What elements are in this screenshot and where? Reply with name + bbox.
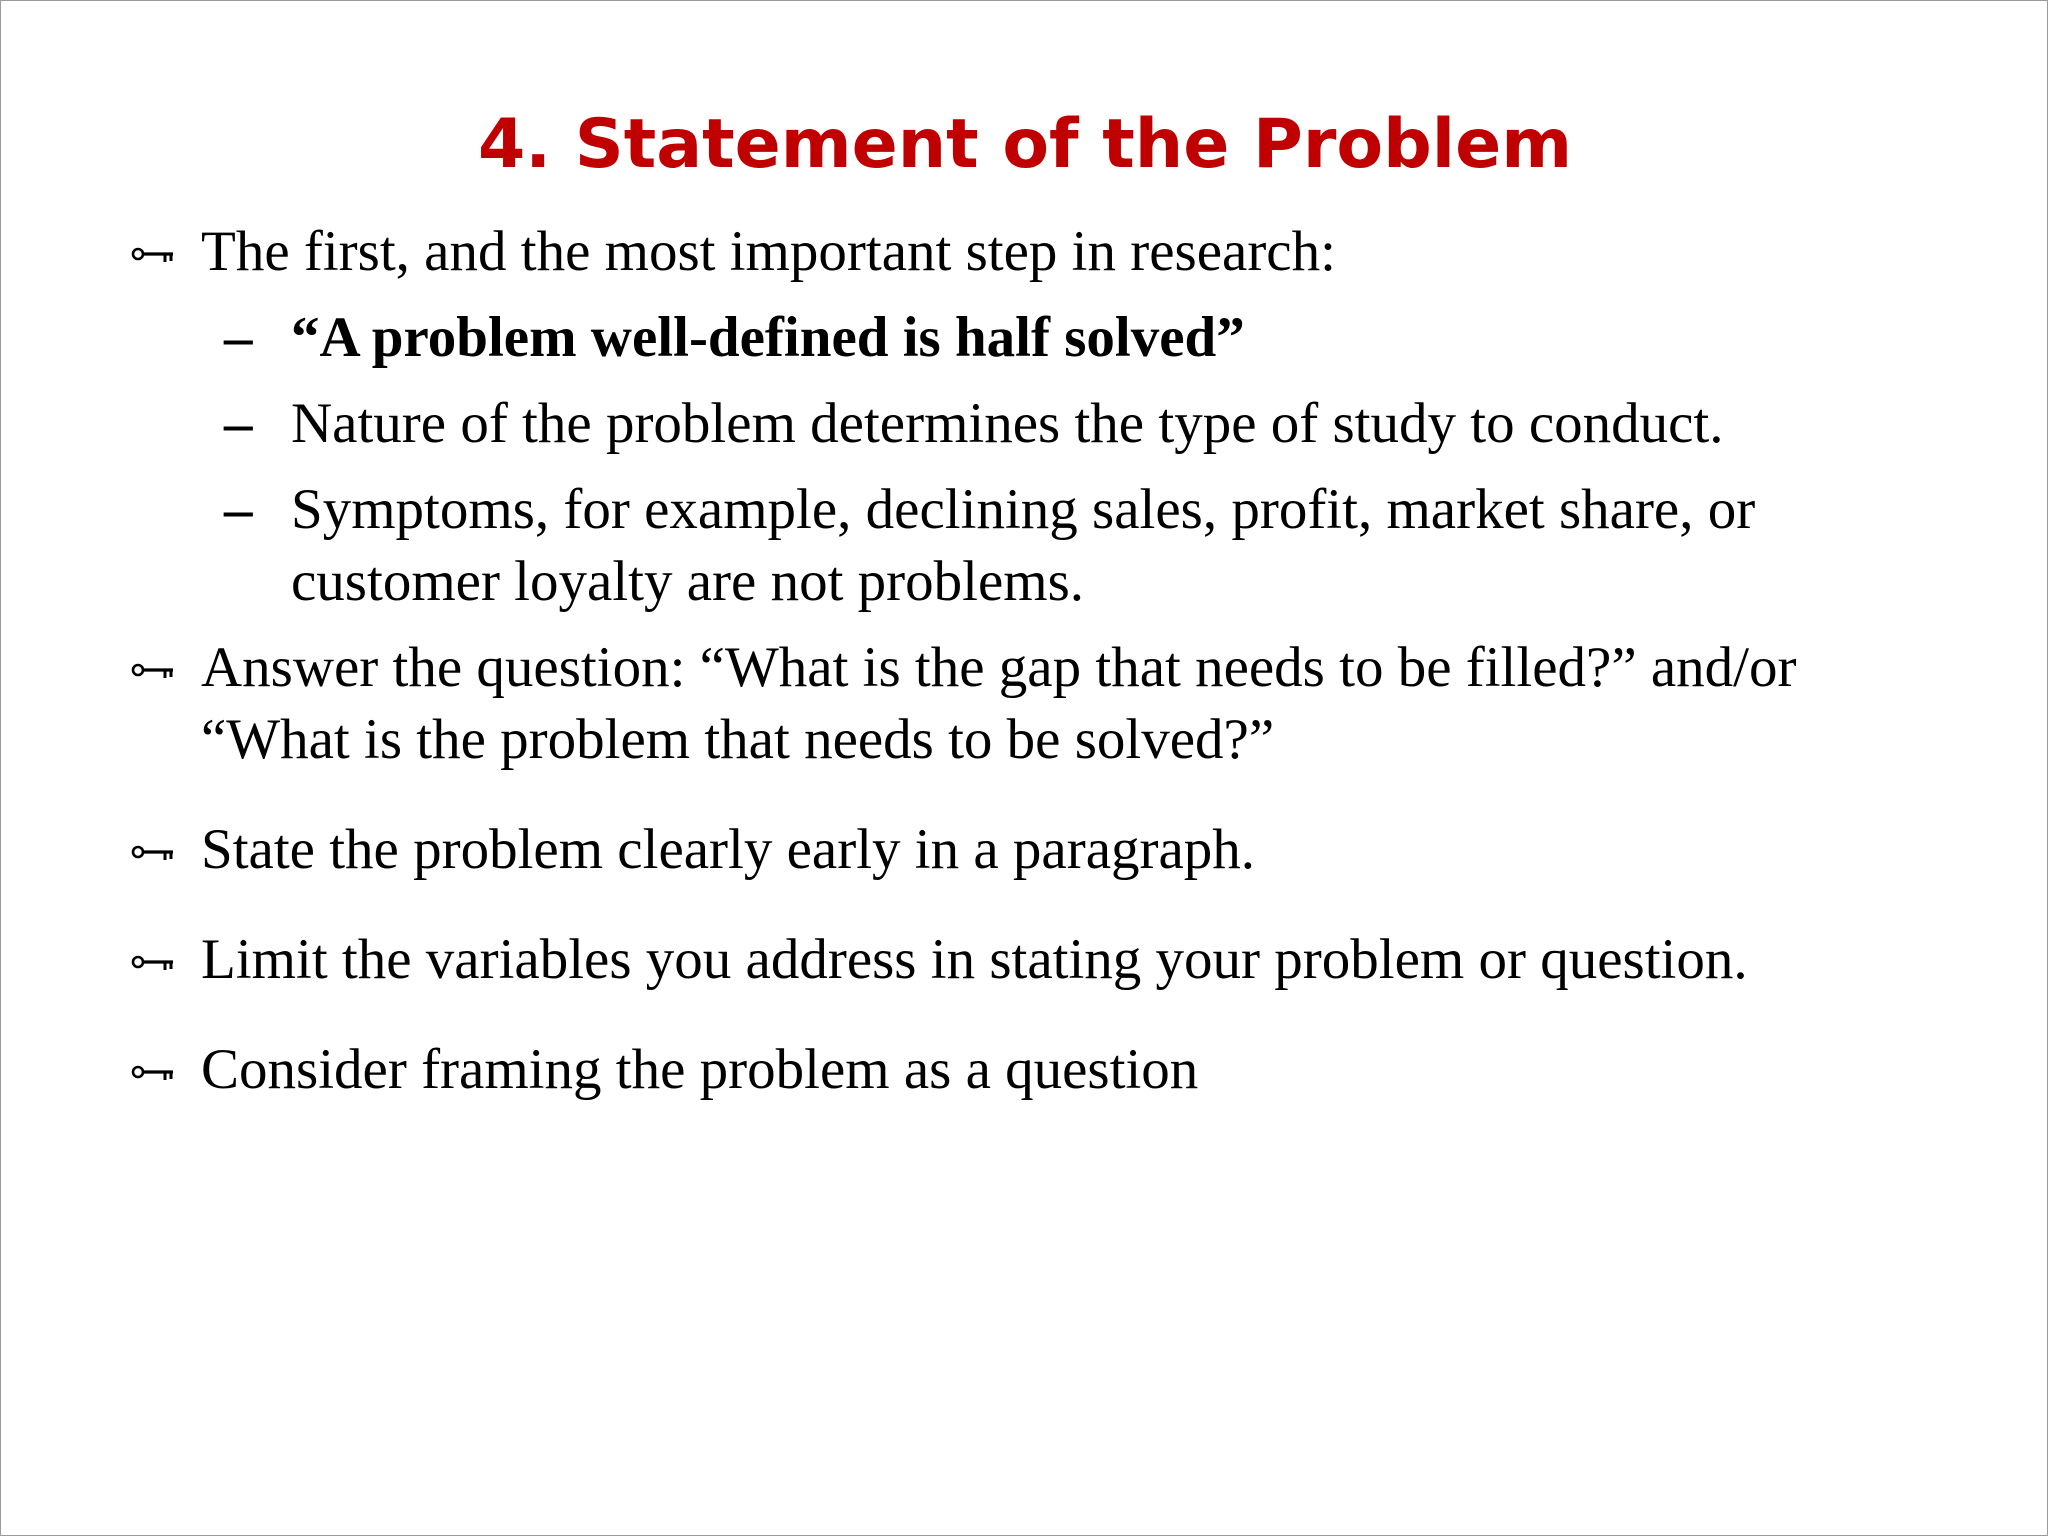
bullet-text: Limit the variables you address in stating your problem or question.	[201, 928, 1748, 991]
slide-title: 4. Statement of the Problem	[477, 105, 1573, 184]
key-icon	[131, 948, 175, 976]
bullet-item	[131, 924, 1931, 996]
key-icon	[131, 838, 175, 866]
bullet-item	[131, 1034, 1931, 1106]
key-icon	[131, 240, 175, 268]
key-icon	[131, 656, 175, 684]
sub-bullet-dash: –	[224, 392, 253, 455]
sub-bullet-item	[131, 302, 1931, 374]
sub-bullet-dash: –	[224, 306, 253, 369]
bullet-text: State the problem clearly early in a paragraph.	[201, 818, 1256, 881]
bullet-text: Answer the question: “What is the gap that needs to be filled?” and/or “What is the problem that needs to be solved?”	[201, 636, 1797, 771]
bullet-text: Consider framing the problem as a question	[201, 1038, 1199, 1101]
bullet-item	[131, 632, 1931, 776]
slide-content	[131, 216, 1931, 1106]
bullet-item	[131, 216, 1931, 288]
sub-bullet-dash: –	[224, 478, 253, 541]
sub-bullet-text: “A problem well-defined is half solved”	[291, 306, 1245, 369]
sub-bullet-item	[131, 474, 1931, 618]
bullet-text: The first, and the most important step in research:	[201, 220, 1336, 283]
sub-bullet-text: Nature of the problem determines the type of study to conduct.	[291, 392, 1724, 455]
sub-bullet-item	[131, 388, 1931, 460]
key-icon	[131, 1058, 175, 1086]
bullet-item	[131, 814, 1931, 886]
sub-bullet-text: Symptoms, for example, declining sales, profit, market share, or customer loyalty are not problems.	[291, 478, 1756, 613]
